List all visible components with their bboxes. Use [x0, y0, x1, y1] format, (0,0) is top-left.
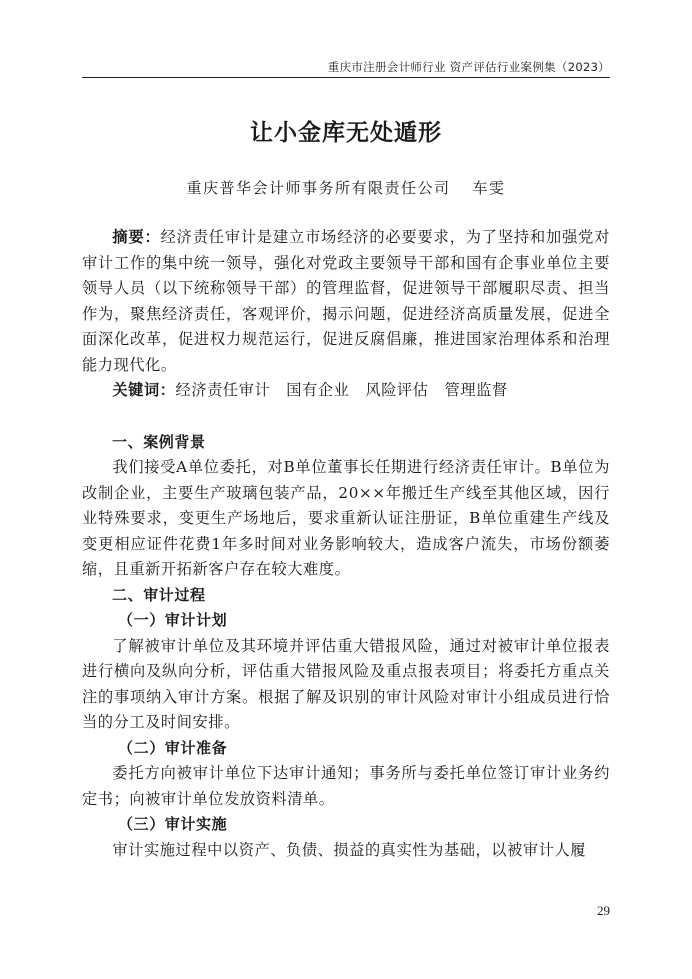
byline	[0, 177, 692, 198]
keywords	[82, 378, 610, 404]
keywords-label: 关键词：	[112, 381, 176, 399]
subsection-paragraph-audit-preparation: 委托方向被审计单位下达审计通知；事务所与委托单位签订审计业务约定书；向被审计单位发放资料清单。	[82, 764, 610, 808]
article-title: 让小金库无处遁形	[250, 119, 442, 146]
subsection-heading-audit-implementation: （三）审计实施	[118, 815, 228, 833]
subsection-heading-audit-plan: （一）审计计划	[118, 611, 228, 629]
subsection-heading-audit-preparation: （二）审计准备	[118, 738, 228, 757]
article-body	[82, 225, 610, 863]
keyword-item: 风险评估	[365, 381, 429, 399]
section-heading-audit-process: 二、审计过程	[112, 585, 206, 604]
keyword-item: 国有企业	[286, 381, 350, 399]
subsection-paragraph-audit-plan: 了解被审计单位及其环境并评估重大错报风险，通过对被审计单位报表进行横向及纵向分析，评估重大错报风险及重点报表项目；将委托方重点关注的事项纳入审计方案。根据了解及识别的审计风险对审计小组成员进行恰当的分工及时间安排。	[82, 636, 610, 731]
byline-author: 车雯	[472, 179, 506, 197]
section-heading-background: 一、案例背景	[112, 432, 206, 451]
keyword-item: 经济责任审计	[175, 381, 271, 399]
keyword-item: 管理监督	[444, 381, 508, 399]
section-paragraph-background: 我们接受A单位委托，对B单位董事长任期进行经济责任审计。B单位为改制企业，主要生产玻璃包装产品，20××年搬迁生产线至其他区域，因行业特殊要求，变更生产场地后，要求重新认证注册证，B单位重建生产线及变更相应证件花费1年多时间对业务影响较大，造成客户流失，市场份额萎缩，且重新开拓新客户存在较大难度。	[82, 458, 610, 578]
abstract	[82, 225, 610, 378]
page-number: 29	[597, 903, 610, 918]
abstract-label: 摘要：	[112, 228, 161, 246]
subsection-paragraph-audit-implementation: 审计实施过程中以资产、负债、损益的真实性为基础，以被审计人履	[112, 840, 587, 859]
header-divider	[82, 77, 610, 78]
byline-organization: 重庆普华会计师事务所有限责任公司	[186, 179, 451, 197]
abstract-text: 经济责任审计是建立市场经济的必要要求，为了坚持和加强党对审计工作的集中统一领导，强化对党政主要领导干部和国有企事业单位主要领导人员（以下统称领导干部）的管理监督，促进领导干部履职尽责、担当作为，聚焦经济责任，客观评价，揭示问题，促进经济高质量发展，促进全面深化改革，促进权力规范运行，促进反腐倡廉，推进国家治理体系和治理能力现代化。	[82, 228, 610, 374]
running-header: 重庆市注册会计师行业 资产评估行业案例集（2023）	[327, 60, 610, 74]
